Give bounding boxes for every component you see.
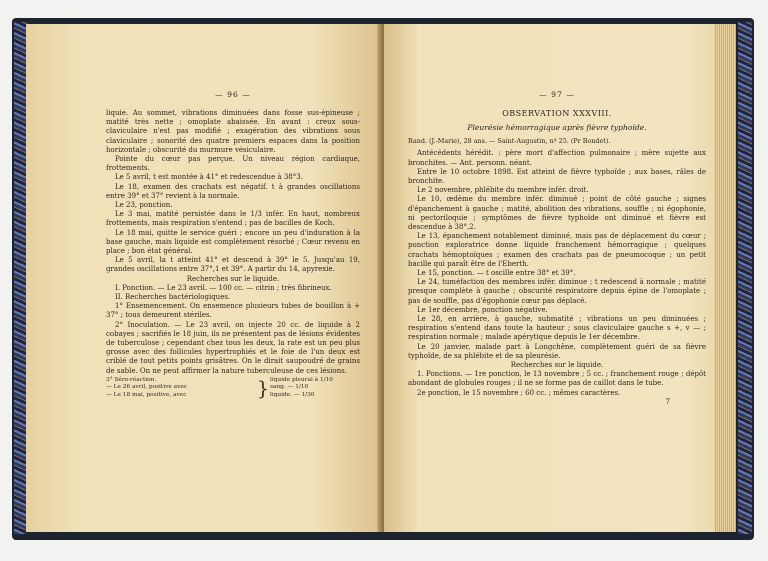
paragraph: Le 18 mai, quitte le service guéri ; encore un peu d'induration à la base gauche, mais liquide est complètement résorbé ; Cœur revenu en place ; bon état général. [106, 228, 360, 256]
right-page-text [408, 149, 706, 407]
paragraph: Le 24, tuméfaction des membres infér. diminue ; t redescend à normale ; matité presque complète à gauche ; obscurité respiratoire depuis épine de l'omoplate ; pas de souffle, pas d'égophonie cœur pas déplacé. [408, 278, 706, 305]
paragraph: Le 1er décembre, ponction négative. [417, 305, 548, 314]
paragraph: Entre le 10 octobre 1898. Est atteint de fièvre typhoïde ; aux bases, râles de bronchite. [408, 167, 706, 186]
paragraph: Le 20 janvier, malade part à Longchêne, complètement guéri de sa fièvre typhoïde, de sa phlébite et de sa pleurésie. [408, 342, 706, 360]
brace-symbol: } [256, 375, 270, 400]
paragraph: Le 23, ponction. [115, 201, 173, 210]
sero-value: liquide. — 1/30 [270, 391, 315, 398]
paragraph: II. Recherches bactériologiques. [115, 293, 231, 302]
paragraph: Le 10, œdème du membre infér. diminué ; point de côté gauche ; signes d'épanchement à gauche ; matité, abolition des vibrations, souffle ; ni égophonie, ni pectoriloquie ; symptômes de fièvre typhoïde ont diminué et fièvre est descendue à 38°,2. [408, 195, 706, 232]
marbled-edge-right [738, 22, 752, 534]
paragraph: 2° Inoculation. — Le 23 avril, on injecte 20 cc. de liquide à 2 cobayes ; sacrifiés le 18 juin, ils ne présentent pas de lésions évidentes de tuberculose ; cependant chez tous les deux, la rate est un peu plus grosse avec des follicules hypertrophiés et le foie de l'un deux est criblé de tout petits points grisâtres. On le dirait saupoudré de grains de sable. On ne peut affirmer la nature tuberculeuse de ces lésions. [106, 320, 360, 375]
paragraph: 1° Ensemencement. On ensemence plusieurs tubes de bouillon à + 37° ; tous demeurent stériles. [106, 302, 360, 320]
paragraph: Le 28, en arrière, à gauche, submatité ; vibrations un peu diminuées ; respiration s'entend dans toute la hauteur ; sous claviculaire gauche s +, v — ; respiration normale ; malade apérytique depuis le 1er décembre. [408, 315, 706, 342]
paragraph: I. Ponction. — Le 23 avril. — 100 cc. — citrin ; très fibrineux. [115, 283, 332, 292]
paragraph: Antécédents hérédit. : père mort d'affection pulmonaire ; mère sujette aux bronchites. — Ant. personn. néant. [408, 149, 706, 167]
page-edge-stack [714, 24, 736, 532]
paragraph: 2e ponction, le 15 novembre ; 60 cc. ; mêmes caractères. [417, 388, 621, 397]
paragraph: Le 5 avril, la t atteint 41° et descend à 39° le 5. Jusqu'au 19, grandes oscillations entre 37°,1 et 39°. A partir du 14, apyrexie. [106, 256, 360, 274]
sero-value: liquide pleural à 1/10 [270, 376, 333, 383]
observation-title: OBSERVATION XXXVIII. [502, 109, 612, 118]
page-number-left: — 96 — [215, 90, 251, 99]
sero-row: — Le 26 avril, positive avec [106, 384, 188, 391]
left-page [26, 24, 382, 532]
right-page [384, 24, 734, 532]
sero-left-column [106, 377, 256, 399]
sero-reaction-table [106, 377, 360, 399]
paragraph: 1. Ponctions. — 1re ponction, le 13 novembre ; 5 cc. ; franchement rouge ; dépôt abondant de globules rouges ; il ne se forme pas de caillot dans le tube. [408, 370, 706, 388]
paragraph: Le 2 novembre, phlébite du membre infér. droit. [417, 186, 589, 195]
sero-label: 3° Séro-réaction. [106, 376, 157, 383]
sero-value: sang. — 1/10 [270, 384, 309, 391]
paragraph: Le 13, épanchement notablement diminué, mais pas de déplacement du cœur ; ponction exploratrice donne liquide franchement hémorragique ; quelques crachats hémoptoïques ; examen des crachats pas de pneumocoque ; un petit bacille qui paraît être de l'Eberth. [408, 232, 706, 268]
paragraph: Le 18, examen des crachats est négatif. t à grandes oscillations entre 39° et 37° revient à la normale. [106, 182, 360, 200]
paragraph: Le 5 avril, t est montée à 41° et redescendue à 38°3. [115, 173, 303, 182]
left-page-text [106, 109, 360, 399]
section-heading-right: Recherches sur le liquide. [510, 361, 604, 370]
page-number-right: — 97 — [539, 90, 575, 99]
sero-right-column [270, 377, 362, 399]
paragraph: liquie. Au sommet, vibrations diminuées dans fosse sus-épineuse ; matité très nette ; omoplate abaissée. En avant : creux sous-claviculaire n'est pas modifié ; exagération des vibrations sous claviculaire ; sonorité des quatre premiers espaces dans la position horizontale ; obscurité du murmure vésiculaire. [106, 109, 360, 154]
patient-line: Rand. (J.-Marie), 28 ans. — Saint-Augustin, nº 25. (Pr Bondet). [408, 137, 611, 145]
sero-row: — Le 18 mai, positive, avec [106, 391, 187, 398]
paragraph: Le 3 mai, matité persistée dans le 1/3 infér. En haut, nombreux frottements, mais respiration s'entend ; pas de bacilles de Koch. [106, 210, 360, 228]
section-heading-left: Recherches sur le liquide. [186, 274, 280, 283]
paragraph: Pointe du cœur pas perçue. Un niveau région cardiaque, frottements. [106, 155, 360, 173]
page-signature-mark: 7 [665, 397, 670, 406]
paragraph: Le 15, ponction. — t oscille entre 38° et 39°. [417, 269, 576, 278]
observation-subtitle: Pleurésie hémorragique après fièvre typhoïde. [467, 123, 647, 132]
